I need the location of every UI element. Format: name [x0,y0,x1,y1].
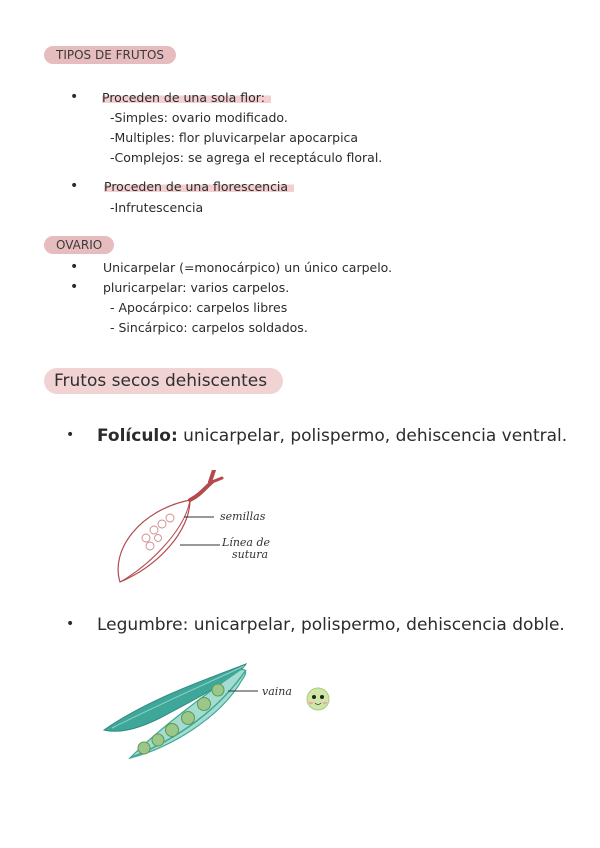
item-title-florescencia: Proceden de una florescencia [104,179,294,194]
legume-definition: Legumbre: unicarpelar, polispermo, dehiscencia doble. [97,615,565,635]
bullet-icon: • [70,89,79,105]
folicule-definition: Folículo: unicarpelar, polispermo, dehiscencia ventral. [97,426,568,446]
bullet-icon: • [70,178,79,194]
item-unicarpelar: Unicarpelar (=monocárpico) un único carpelo. [103,260,393,275]
legume-illustration [100,658,340,768]
line-complejos: -Complejos: se agrega el receptáculo floral. [110,150,383,165]
section-tag-tipos-de-frutos: TIPOS DE FRUTOS [44,46,176,64]
label-semillas: semillas [220,510,266,523]
line-sincarpico: - Sincárpico: carpelos soldados. [110,320,308,335]
label-linea-de: Línea de [222,536,271,549]
bullet-icon: • [70,279,79,295]
line-apocarpico: - Apocárpico: carpelos libres [110,300,288,315]
bullet-icon: • [66,427,75,443]
bullet-icon: • [70,259,79,275]
follicle-illustration [110,470,310,590]
line-multiples: -Multiples: flor pluvicarpelar apocarpica [110,130,359,145]
section-title-frutos-secos: Frutos secos dehiscentes [44,368,283,394]
label-vaina: vaina [262,685,292,698]
line-simples: -Simples: ovario modificado. [110,110,288,125]
section-tag-ovario: OVARIO [44,236,114,254]
bullet-icon: • [66,616,75,632]
line-infrutescencia: -Infrutescencia [110,200,204,215]
item-pluricarpelar: pluricarpelar: varios carpelos. [103,280,290,295]
item-title-sola-flor: Proceden de una sola flor: [102,90,271,105]
pea-character-icon [307,688,329,710]
label-sutura: sutura [232,548,269,561]
